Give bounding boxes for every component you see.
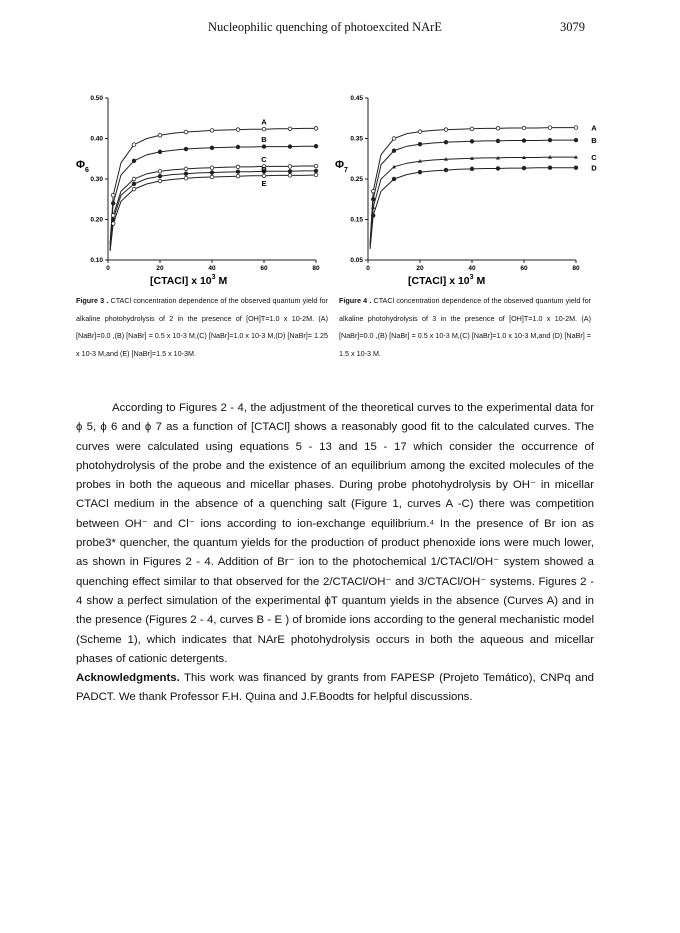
- figure-3-chart: [70, 92, 330, 287]
- data-point: [111, 218, 115, 222]
- data-point: [574, 138, 578, 142]
- data-point: [418, 170, 422, 174]
- data-point: [288, 145, 292, 149]
- acknowledgments-heading: Acknowledgments.: [76, 672, 180, 685]
- data-point: [236, 174, 240, 178]
- data-point: [522, 166, 526, 170]
- y-tick-label: 0.05: [350, 257, 363, 264]
- data-point: [158, 170, 162, 174]
- data-point: [444, 168, 448, 172]
- curve-label-A: A: [261, 117, 267, 127]
- series-line-B: [110, 146, 316, 246]
- data-point: [288, 170, 292, 174]
- data-point: [288, 127, 292, 131]
- data-point: [111, 214, 115, 218]
- running-title: Nucleophilic quenching of photoexcited NArE: [208, 20, 442, 34]
- data-point: [262, 174, 266, 178]
- data-point: [522, 126, 526, 130]
- data-point: [371, 214, 375, 218]
- curve-label-D: D: [261, 164, 267, 174]
- data-point: [111, 202, 115, 206]
- data-point: [496, 139, 500, 143]
- y-tick-label: 0.10: [90, 257, 103, 264]
- y-axis-label-fig4: $\Phi_7$: [335, 159, 348, 174]
- y-axis-label-fig3: $\Phi_6$: [76, 159, 89, 174]
- data-point: [158, 174, 162, 178]
- data-point: [574, 166, 578, 170]
- data-point: [236, 145, 240, 149]
- data-point: [470, 140, 474, 144]
- acknowledgments: [76, 669, 594, 708]
- data-point: [496, 127, 500, 131]
- page-header: [0, 20, 680, 40]
- data-point: [210, 146, 214, 150]
- x-tick-label: 0: [366, 265, 370, 272]
- series-line-B: [370, 140, 576, 245]
- data-point: [522, 139, 526, 143]
- page-number: 3079: [560, 20, 585, 34]
- data-point: [548, 166, 552, 170]
- data-point: [210, 175, 214, 179]
- y-tick-label: 0.50: [90, 95, 103, 102]
- y-tick-label: 0.30: [90, 176, 103, 183]
- data-point: [184, 176, 188, 180]
- figure-4-label: Figure 4 .: [339, 296, 372, 305]
- data-point: [132, 177, 136, 181]
- data-point: [392, 177, 396, 181]
- data-point: [418, 142, 422, 146]
- data-point: [314, 127, 318, 131]
- curve-label-D: D: [591, 163, 597, 173]
- acknowledgments-text: This work was financed by grants from FAPESP (Projeto Temático), CNPq and PADCT. We thank Professor F.H. Quina and J.F.Boodts for helpful discussions.: [76, 672, 594, 704]
- y-tick-label: 0.25: [350, 176, 363, 183]
- curve-label-B: B: [261, 135, 267, 145]
- figure-3-label: Figure 3 .: [76, 296, 109, 305]
- data-point: [548, 138, 552, 142]
- data-point: [210, 171, 214, 175]
- data-point: [236, 170, 240, 174]
- figure-3-caption: [76, 292, 328, 362]
- data-point: [496, 167, 500, 171]
- data-point: [371, 197, 375, 201]
- y-tick-label: 0.35: [350, 135, 363, 143]
- series-line-D: [370, 168, 576, 249]
- figure-4-chart: [330, 92, 610, 287]
- data-point: [184, 147, 188, 151]
- x-axis-label-fig4: [CTACl] x $10^3$ M: [408, 274, 486, 287]
- data-point: [132, 143, 136, 147]
- x-tick-label: 60: [520, 265, 528, 272]
- data-point: [418, 130, 422, 134]
- data-point: [210, 166, 214, 170]
- body-text: [76, 399, 594, 708]
- data-point: [132, 187, 136, 191]
- data-point: [444, 128, 448, 132]
- curve-label-C: C: [261, 155, 267, 165]
- curve-label-E: E: [261, 178, 267, 188]
- data-point: [184, 130, 188, 134]
- y-tick-label: 0.20: [90, 216, 103, 224]
- curve-label-A: A: [591, 123, 597, 133]
- figure-3-caption-text: CTACl concentration dependence of the observed quantum yield for alkaline photohydrolysis of 2 in the presence of [OH]T=1.0 x 10-2M. (A) [NaBr]=0.0 ,(B) [NaBr] = 0.5 x 10-3 M,(C) [NaBr]=1.0 x 10-3 M,(D) [NaBr]= 1.25 x 10-3 M,and (E) [NaBr]=1.5 x 10-3M.: [76, 296, 329, 358]
- data-point: [470, 127, 474, 131]
- curve-label-C: C: [591, 153, 597, 163]
- x-tick-label: 20: [156, 265, 164, 272]
- data-point: [236, 165, 240, 169]
- data-point: [262, 127, 266, 131]
- data-point: [392, 149, 396, 153]
- data-point: [236, 128, 240, 132]
- data-point: [158, 179, 162, 183]
- data-point: [444, 140, 448, 144]
- series-line-D: [110, 171, 316, 250]
- data-point: [111, 193, 115, 197]
- data-point: [158, 133, 162, 137]
- x-tick-label: 80: [312, 265, 320, 272]
- x-axis-label-fig3: [CTACl] x $10^3$ M: [150, 274, 228, 287]
- x-tick-label: 0: [106, 265, 110, 272]
- data-point: [470, 167, 474, 171]
- data-point: [210, 129, 214, 133]
- data-point: [314, 169, 318, 173]
- data-point: [288, 174, 292, 178]
- data-point: [132, 159, 136, 163]
- x-tick-label: 40: [468, 265, 476, 272]
- curve-label-B: B: [591, 136, 597, 146]
- series-line-A: [370, 128, 576, 243]
- x-tick-label: 80: [572, 265, 580, 272]
- x-tick-label: 40: [208, 265, 216, 272]
- y-tick-label: 0.45: [350, 95, 363, 102]
- figure-4-caption-text: CTACl concentration dependence of the observed quantum yield for alkaline photohydrolysis of 3 in the presence of [OH]T=1.0 x 10-2M. (A) [NaBr]=0.0 ,(B) [NaBr] = 0.5 x 10-3 M,(C) [NaBr]=1.0 x 10-3 M,and (D) [NaBr] = 1.5 x 10-3 M.: [339, 296, 592, 358]
- x-tick-label: 60: [260, 265, 268, 272]
- data-point: [314, 144, 318, 148]
- data-point: [111, 222, 115, 226]
- data-point: [371, 189, 375, 193]
- data-point: [314, 164, 318, 168]
- figure-4-caption: [339, 292, 591, 362]
- data-point: [548, 126, 552, 130]
- data-point: [184, 172, 188, 176]
- series-line-E: [110, 175, 316, 251]
- y-tick-label: 0.40: [90, 135, 103, 143]
- data-point: [184, 167, 188, 171]
- data-point: [392, 137, 396, 141]
- data-point: [288, 165, 292, 169]
- data-point: [314, 173, 318, 177]
- y-tick-label: 0.15: [350, 216, 363, 224]
- body-paragraph: According to Figures 2 - 4, the adjustment of the theoretical curves to the experimental data for ϕ 5, ϕ 6 and ϕ 7 as a function of [CTACl] shows a reasonably good fit to the calculated curves. The curves were calculated using equations 5 - 13 and 15 - 17 which consider the occurrence of photohydrolysis of the probe and the existence of an equilibrium among the excited molecules of the probes in both the aqueous and micellar phases. During probe photohydrolysis by OH⁻ in micellar CTACl medium in the absence of a quenching salt (Figure 1, curves A -C) there was competition between OH⁻ and Cl⁻ ions according to ion-exchange equilibrium.⁴ In the presence of Br ion as probe3* quencher, the quantum yields for the production of product phenoxide ions were much lower, as shown in Figures 2 - 4. Addition of Br⁻ ion to the photochemical 1/CTACl/OH⁻ system showed a quenching effect similar to that observed for the 2/CTACl/OH⁻ and 3/CTACl/OH⁻ systems. Figures 2 - 4 show a perfect simulation of the experimental ϕT quantum yields in the absence (Curves A) and in the presence (Figures 2 - 4, curves B - E ) of bromide ions according to the general mechanistic model (Scheme 1), which indicates that NArE photohydrolysis occurs in both the aqueous and micellar phases of cationic detergents.: [76, 402, 594, 665]
- data-point: [574, 126, 578, 130]
- data-point: [158, 150, 162, 154]
- x-tick-label: 20: [416, 265, 424, 272]
- data-point: [132, 182, 136, 186]
- data-point: [262, 145, 266, 149]
